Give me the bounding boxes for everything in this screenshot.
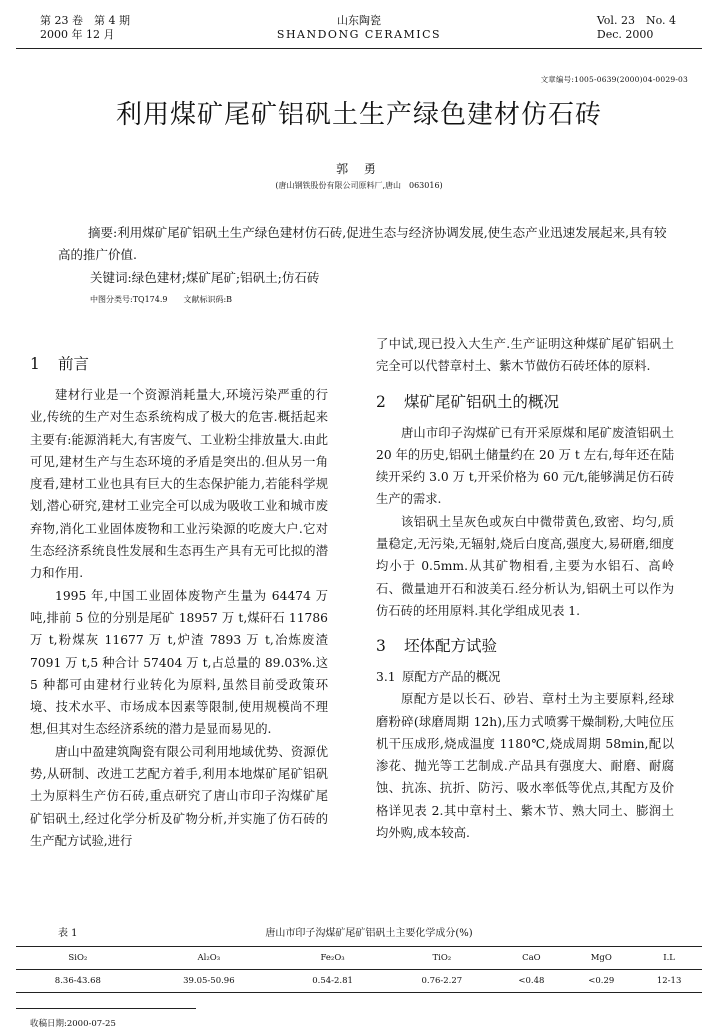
volume-issue-en: Vol. 23 No. 4	[596, 14, 676, 27]
section-3-heading	[376, 632, 674, 660]
subsection-number: 3.1	[376, 670, 396, 685]
article-number: 文章编号:1005-0639(2000)04-0029-03	[540, 75, 688, 84]
table-label: 表 1	[58, 928, 78, 939]
table-header-cell: CaO	[522, 953, 541, 963]
table-cell: 8.36-43.68	[54, 976, 101, 986]
author: 郭 勇	[336, 162, 382, 176]
chemical-composition-table	[16, 946, 702, 993]
publication-date: 2000 年 12 月	[40, 28, 115, 41]
header-right	[597, 14, 676, 42]
paragraph: 原配方是以长石、砂岩、章村土为主要原料,经球磨粉碎(球磨周期 12h),压力式喷雾干燥制粉,大吨位压机干压成形,烧成温度 1180℃,烧成周期 58min,配以渗花、抛光等工艺制成.产品具有强度大、耐磨、耐腐蚀、抗冻、抗折、防污、吸水率低等优点,其配方及价格详见表 2.其中章村土、紫木节、熟大同土、膨润土均外购,成本较高.	[376, 692, 674, 841]
subsection-3-1-heading	[376, 666, 674, 688]
table-header-row	[16, 947, 702, 970]
table-header-cell: Al₂O₃	[197, 953, 221, 963]
classification: 中图分类号:TQ174.9 文献标识码:B	[90, 295, 233, 304]
received-date: 收稿日期:2000-07-25	[30, 1019, 116, 1029]
section-title: 煤矿尾矿铝矾土的概况	[404, 392, 560, 411]
left-column	[30, 340, 328, 852]
section-title: 坯体配方试验	[404, 637, 498, 656]
header-rule	[16, 48, 702, 49]
keywords	[90, 268, 319, 286]
paragraph: 1995 年,中国工业固体废物产生量为 64474 万吨,排前 5 位的分别是尾矿 18957 万 t,煤矸石 11786 万 t,粉煤灰 11677 万 t,炉渣 7893 万 t,冶炼废渣 7091 万 t,5 种合计 57404 万 t,占总量的 89.03%.这 5 种都可由建材行业转化为原料,虽然目前受政策环境、技术水平、市场成本因素等限制,使用规模尚不理想,但其对生态经济系统的潜力是显而易见的.	[30, 588, 328, 737]
table-cell: 0.76-2.27	[421, 976, 463, 986]
paragraph: 建材行业是一个资源消耗量大,环境污染严重的行业,传统的生产对生态系统构成了极大的危害.概括起来主要有:能源消耗大,有害废气、工业粉尘排放量大.由此可见,建材生产与生态环境的矛盾是突出的.但从另一角度看,建材工业也具有巨大的生态保护能力,若能科学规划,潜心研究,建材工业完全可以成为吸收工业和城市废弃物,消化工业固体废物和工业污染源的吃废大户.它对生态经济系统良性发展和生态再生产具有无可比拟的潜力和作用.	[30, 388, 328, 581]
journal-name-en: SHANDONG CERAMICS	[276, 28, 442, 41]
abstract-label: 摘要:	[88, 225, 118, 240]
table-header-cell: SiO₂	[68, 953, 88, 963]
table-cell: 12-13	[656, 976, 682, 986]
keywords-text: 绿色建材;煤矿尾矿;铝矾土;仿石砖	[131, 270, 320, 285]
section-number: 1	[30, 355, 40, 373]
keywords-label: 关键词:	[90, 270, 132, 285]
paragraph: 唐山中盈建筑陶瓷有限公司利用地域优势、资源优势,从研制、改进工艺配方着手,利用本地煤矿尾矿铝矾土为原料生产仿石砖,重点研究了唐山市印子沟煤矿尾矿铝矾土,经过化学分析及矿物分析,并实施了仿石砖的生产配方试验,进行	[30, 744, 328, 848]
table-header-cell: MgO	[590, 953, 612, 963]
table-cell: 0.54-2.81	[312, 976, 353, 986]
table-caption: 唐山市印子沟煤矿尾矿铝矾土主要化学成分(%)	[265, 928, 473, 939]
paper-title: 利用煤矿尾矿铝矾土生产绿色建材仿石砖	[115, 100, 602, 130]
abstract-text: 利用煤矿尾矿铝矾土生产绿色建材仿石砖,促进生态与经济协调发展,使生态产业迅速发展起来,具有较高的推广价值.	[58, 225, 667, 262]
section-title: 前言	[58, 355, 90, 373]
section-number: 3	[376, 637, 386, 656]
journal-name: 山东陶瓷	[337, 14, 381, 27]
table-cell: <0.29	[588, 976, 615, 986]
section-1-heading	[30, 350, 328, 378]
section-number: 2	[376, 392, 386, 411]
affiliation: (唐山钢铁股份有限公司原料厂,唐山 063016)	[275, 181, 443, 190]
paragraph-continuation: 了中试,现已投入大生产.生产证明这种煤矿尾矿铝矾土完全可以代替章村土、紫木节做仿石砖坯体的原料.	[376, 337, 674, 374]
paragraph: 该铝矾土呈灰色或灰白中微带黄色,致密、均匀,质量稳定,无污染,无辐射,烧后白度高,强度大,易研磨,细度均小于 0.5mm.从其矿物相看,主要为水铝石、高岭石、微量迪开石和波美石.经分析认为,铝矾土可以作为仿石砖的坯用原料.其化学组成见表 1.	[376, 514, 674, 618]
subsection-title: 原配方产品的概况	[402, 670, 501, 685]
table-cell: <0.48	[518, 976, 545, 986]
volume-issue: 第 23 卷 第 4 期	[40, 14, 130, 27]
abstract	[58, 222, 668, 266]
table-row	[16, 970, 702, 993]
footnote-rule	[16, 1008, 196, 1009]
publication-date-en: Dec. 2000	[596, 28, 654, 41]
table-cell: 39.05-50.96	[183, 976, 235, 986]
table-header-cell: TiO₂	[432, 953, 452, 963]
section-2-heading	[376, 388, 674, 416]
table-header-cell: I.L	[663, 953, 675, 963]
table-header-cell: Fe₂O₃	[320, 953, 345, 963]
right-column	[376, 333, 674, 844]
paragraph: 唐山市印子沟煤矿已有开采原煤和尾矿废渣铝矾土 20 年的历史,铝矾土储量约在 20 万 t 左右,每年还在陆续开采约 3.0 万 t,开采价格为 60 元/t,能够满足仿石砖生产的需求.	[376, 425, 674, 507]
